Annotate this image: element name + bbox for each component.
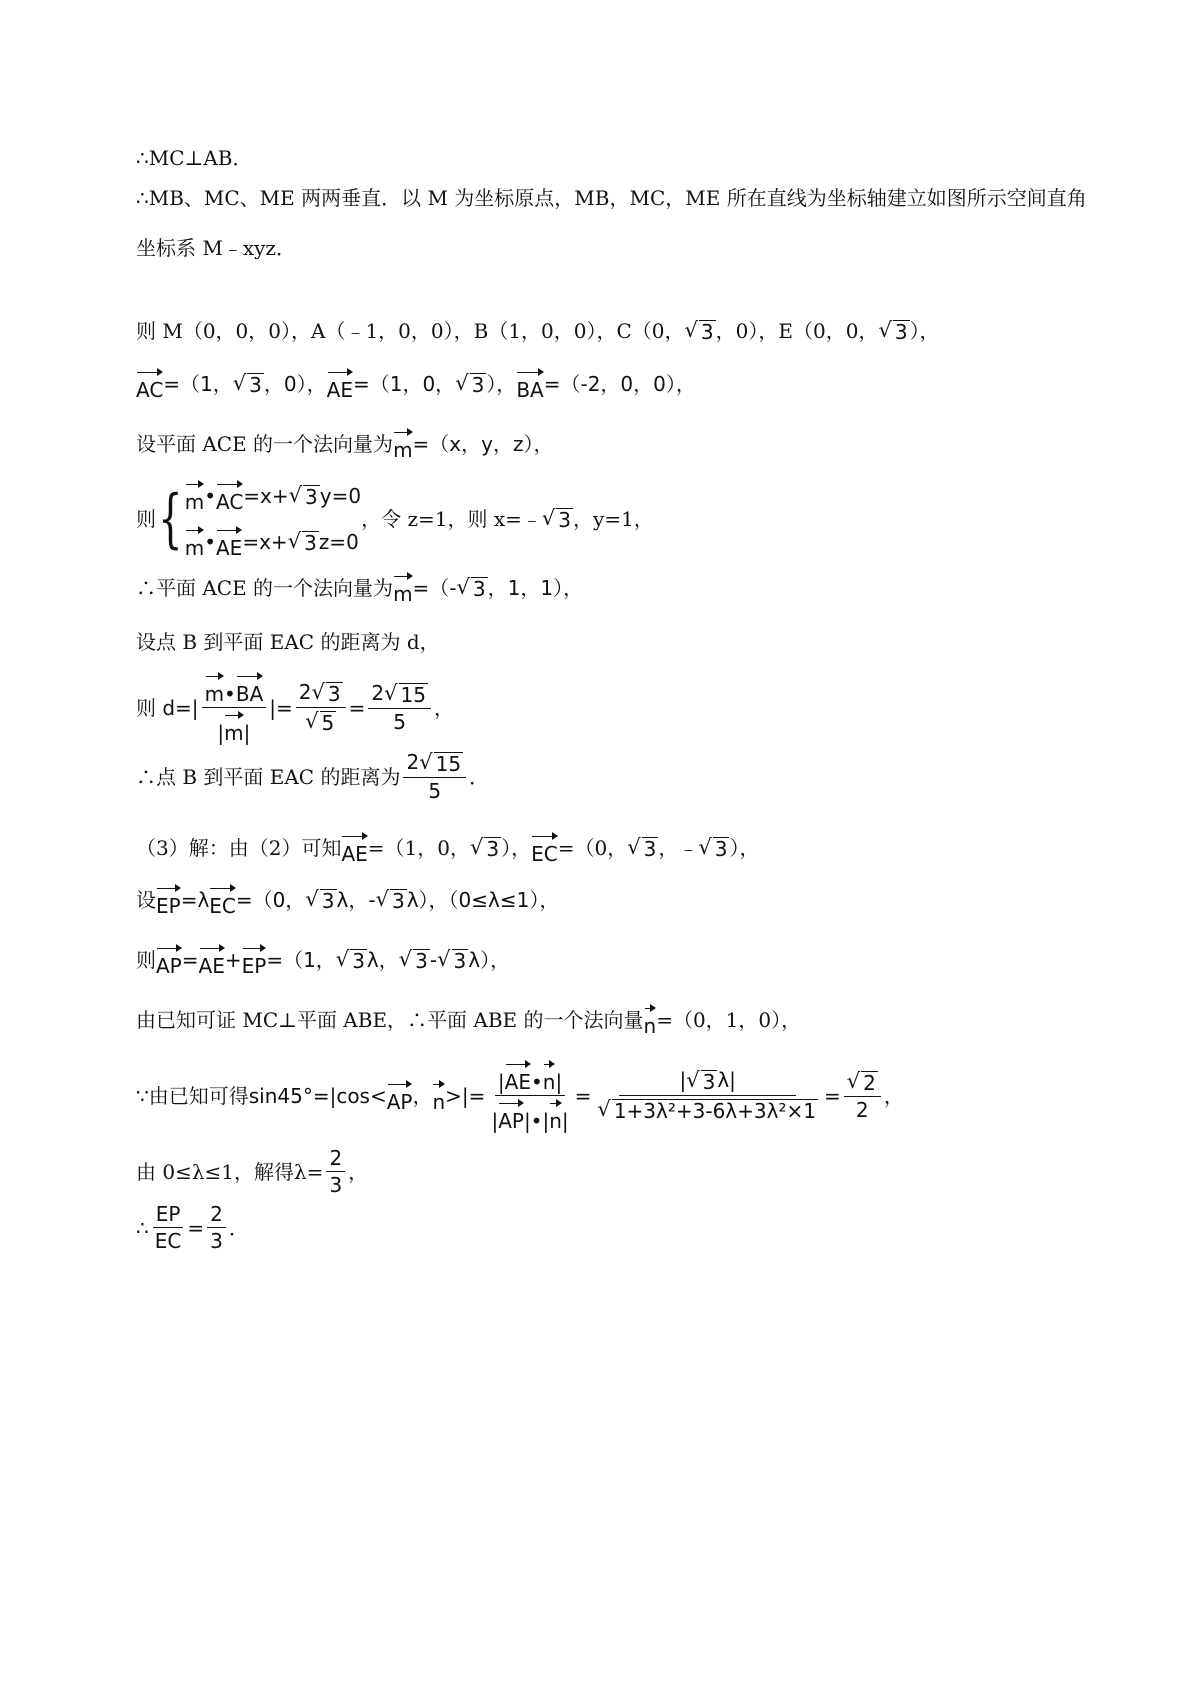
text: λ，- bbox=[336, 888, 376, 912]
line-solve-lambda bbox=[136, 1148, 368, 1195]
denominator: 5 bbox=[428, 779, 442, 803]
sqrt: √ 5 bbox=[305, 709, 335, 735]
radicand: 3 bbox=[702, 1070, 716, 1094]
vector-ae: AE bbox=[216, 526, 242, 558]
line-ep-lambda bbox=[136, 884, 559, 916]
sqrt: √ 3 bbox=[305, 887, 335, 913]
text: ）， bbox=[729, 836, 760, 860]
numerator: 2 bbox=[207, 1204, 226, 1228]
sqrt: √ 3 bbox=[335, 947, 365, 973]
numerator bbox=[296, 682, 346, 708]
vector-ap: AP bbox=[387, 1080, 413, 1112]
text: + bbox=[224, 948, 242, 972]
equation-row-1 bbox=[185, 480, 361, 512]
vector-n: n bbox=[432, 1080, 445, 1112]
text: ，y=1， bbox=[573, 507, 654, 531]
text: ． bbox=[228, 1215, 249, 1240]
sqrt: √ 3 bbox=[437, 947, 467, 973]
numerator bbox=[844, 1071, 881, 1097]
text: =x+ bbox=[242, 530, 288, 554]
radicand: 3 bbox=[391, 889, 405, 913]
denominator bbox=[302, 708, 339, 733]
fraction bbox=[326, 1148, 345, 1195]
sqrt: √ 3 bbox=[288, 483, 318, 509]
text: 设点 B 到平面 EAC 的距离为 d， bbox=[136, 630, 440, 654]
text: ，1，1）， bbox=[487, 576, 584, 600]
sqrt: √ 3 bbox=[375, 887, 405, 913]
fraction bbox=[368, 683, 431, 732]
radicand: 15 bbox=[400, 683, 426, 707]
sqrt: √ 3 bbox=[232, 371, 262, 397]
text: =（0，1，0）， bbox=[656, 1008, 802, 1032]
dot: • bbox=[224, 682, 236, 706]
vector-n: n bbox=[644, 1004, 657, 1036]
radicand: 5 bbox=[321, 711, 335, 735]
text: 则 bbox=[136, 948, 156, 972]
vector-ap: AP bbox=[156, 944, 182, 976]
radicand: 3 bbox=[352, 949, 365, 973]
text: =（1，0， bbox=[352, 372, 456, 396]
radicand: 15 bbox=[435, 752, 462, 776]
vector-m: m bbox=[185, 480, 204, 512]
text: | bbox=[561, 1109, 569, 1133]
line-vectors bbox=[136, 368, 696, 400]
fraction-dot-over-norm bbox=[202, 672, 267, 743]
text: y=0 bbox=[319, 484, 362, 508]
line-normal-vector-result bbox=[136, 572, 583, 604]
text: ， bbox=[433, 695, 454, 720]
numerator: 2 bbox=[326, 1148, 345, 1172]
sqrt: √ 2 bbox=[846, 1069, 876, 1095]
text: λ| bbox=[717, 1068, 736, 1092]
vector-ba: BA bbox=[516, 368, 543, 400]
line-final-ratio bbox=[136, 1204, 249, 1251]
dot: • bbox=[530, 1070, 543, 1094]
vector-m: m bbox=[393, 428, 412, 460]
numerator bbox=[495, 1060, 565, 1096]
radicand: 3 bbox=[305, 485, 318, 509]
radicand: 3 bbox=[472, 577, 486, 601]
text: λ， bbox=[366, 948, 399, 972]
sqrt: √ 3 bbox=[684, 318, 714, 344]
text: =（-2，0，0）， bbox=[543, 372, 696, 396]
text: 则 bbox=[136, 507, 156, 531]
fraction bbox=[594, 1070, 821, 1121]
text: | bbox=[217, 721, 225, 745]
text: ∴MB、MC、ME 两两垂直．以 M 为坐标原点，MB，MC，ME 所在直线为坐标轴建立如图所示空间直角 bbox=[136, 186, 1087, 210]
text: |= bbox=[269, 695, 293, 720]
text: ， bbox=[412, 1083, 433, 1108]
text: 则 M（0，0，0），A（﹣1，0，0），B（1，0，0），C（0， bbox=[136, 319, 685, 343]
sqrt: √ 3 bbox=[455, 371, 485, 397]
vector-n: n bbox=[549, 1099, 562, 1131]
equation-system bbox=[185, 480, 361, 558]
line-coordinate-system bbox=[136, 238, 296, 258]
denominator bbox=[214, 708, 253, 743]
text: =（0， bbox=[557, 836, 628, 860]
radicand: 3 bbox=[471, 373, 485, 397]
text: （3）解：由（2）可知 bbox=[136, 836, 342, 860]
text: 2 bbox=[371, 681, 385, 705]
vector-ac: AC bbox=[216, 480, 243, 512]
sqrt: √ 3 bbox=[878, 318, 908, 344]
line-distance-formula bbox=[136, 672, 454, 743]
radicand: 1+3λ²+3-6λ+3λ²×1 bbox=[613, 1099, 816, 1123]
text: ∵由已知可得sin45°=|cos< bbox=[136, 1083, 387, 1108]
text: 2 bbox=[406, 750, 420, 774]
line-ap-vector bbox=[136, 944, 510, 976]
text: ． bbox=[469, 764, 490, 789]
fraction bbox=[152, 1204, 185, 1251]
sqrt: √ 3 bbox=[311, 680, 341, 706]
line-distance-def bbox=[136, 632, 440, 652]
text: 设 bbox=[136, 888, 156, 912]
text: ，﹣ bbox=[658, 836, 699, 860]
radicand: 3 bbox=[700, 320, 714, 344]
text: 由已知可证 MC⊥平面 ABE，∴平面 ABE 的一个法向量 bbox=[136, 1008, 644, 1032]
text: 则 d=| bbox=[136, 695, 199, 720]
equation-row-2 bbox=[185, 526, 361, 558]
text: ）， bbox=[909, 319, 940, 343]
denominator: EC bbox=[154, 1229, 182, 1253]
dot: • bbox=[204, 530, 216, 554]
vector-ep: EP bbox=[242, 944, 267, 976]
vector-n: n bbox=[543, 1060, 556, 1092]
vector-ep: EP bbox=[156, 884, 181, 916]
numerator bbox=[619, 1070, 795, 1096]
radicand: 2 bbox=[863, 1071, 876, 1095]
text: =（x，y，z）， bbox=[412, 432, 554, 456]
sqrt: √ 3 bbox=[470, 835, 500, 861]
numerator bbox=[202, 672, 267, 708]
text: = bbox=[348, 695, 366, 720]
line-part3-vectors bbox=[136, 832, 759, 864]
text: λ）， bbox=[468, 948, 511, 972]
text: - bbox=[429, 948, 438, 972]
text: 2 bbox=[298, 680, 312, 704]
text: ∴MC⊥AB． bbox=[136, 146, 253, 170]
numerator bbox=[368, 683, 431, 709]
vector-ae: AE bbox=[199, 944, 225, 976]
denominator: 3 bbox=[210, 1229, 223, 1253]
radicand: 3 bbox=[327, 682, 341, 706]
denominator: 3 bbox=[329, 1173, 343, 1197]
radicand: 3 bbox=[558, 508, 572, 532]
sqrt: √ 3 bbox=[698, 835, 728, 861]
vector-ae: AE bbox=[341, 832, 367, 864]
text: | bbox=[555, 1070, 563, 1094]
denominator bbox=[594, 1096, 821, 1121]
radicand: 3 bbox=[304, 531, 317, 555]
vector-m: m bbox=[393, 572, 412, 604]
denominator: 2 bbox=[855, 1098, 869, 1122]
text: | bbox=[679, 1068, 687, 1092]
line-equation-system bbox=[136, 480, 654, 558]
text: ， bbox=[883, 1083, 904, 1108]
radicand: 3 bbox=[415, 949, 428, 973]
text: =（1， bbox=[266, 948, 336, 972]
text: 坐标系 M﹣xyz． bbox=[136, 236, 296, 260]
numerator: EP bbox=[153, 1204, 184, 1228]
vector-ec: EC bbox=[531, 832, 558, 864]
fraction-cos bbox=[488, 1060, 571, 1131]
left-brace: { bbox=[158, 482, 183, 556]
text: =（- bbox=[412, 576, 457, 600]
denominator: 5 bbox=[393, 710, 407, 734]
sqrt: √ 3 bbox=[456, 575, 486, 601]
line-point-coordinates bbox=[136, 320, 940, 342]
text: 设平面 ACE 的一个法向量为 bbox=[136, 432, 394, 456]
sqrt: √ 3 bbox=[287, 529, 317, 555]
text: ）， bbox=[486, 372, 517, 396]
text: = bbox=[181, 948, 199, 972]
text: =（1， bbox=[163, 372, 233, 396]
text: ∴点 B 到平面 EAC 的距离为 bbox=[136, 764, 401, 789]
text: ， bbox=[348, 1159, 369, 1184]
fraction bbox=[844, 1071, 881, 1120]
sqrt: √ 1+3λ²+3-6λ+3λ²×1 bbox=[597, 1097, 816, 1123]
text: =x+ bbox=[243, 484, 289, 508]
text: =（1，0， bbox=[367, 836, 470, 860]
text: = bbox=[187, 1215, 205, 1240]
sqrt: √ 15 bbox=[384, 681, 426, 707]
line-pairwise-perpendicular bbox=[136, 188, 1087, 208]
text: |•| bbox=[523, 1109, 550, 1133]
text: ∴平面 ACE 的一个法向量为 bbox=[136, 576, 394, 600]
text: | bbox=[491, 1109, 499, 1133]
radicand: 3 bbox=[486, 837, 500, 861]
sqrt: √ 3 bbox=[398, 947, 428, 973]
text: λ），（0≤λ≤1）， bbox=[406, 888, 560, 912]
fraction bbox=[403, 752, 466, 801]
line-distance-result bbox=[136, 752, 489, 801]
sqrt: √ 3 bbox=[541, 506, 572, 532]
line-mc-perp-ab bbox=[136, 148, 252, 168]
text: =λ bbox=[180, 888, 210, 912]
radicand: 3 bbox=[643, 837, 657, 861]
denominator bbox=[488, 1096, 571, 1131]
line-sin45-equation bbox=[136, 1060, 904, 1131]
text: ，0），E（0，0， bbox=[715, 319, 879, 343]
vector-m: m bbox=[185, 526, 204, 558]
radicand: 3 bbox=[714, 837, 728, 861]
vector-ac: AC bbox=[136, 368, 163, 400]
text: 由 0≤λ≤1，解得λ= bbox=[136, 1159, 324, 1184]
text: ∴ bbox=[136, 1215, 149, 1240]
radicand: 3 bbox=[453, 949, 467, 973]
text: | bbox=[497, 1070, 505, 1094]
text: >|= bbox=[445, 1083, 486, 1108]
vector-ae: AE bbox=[327, 368, 353, 400]
line-normal-vector-def bbox=[136, 428, 553, 460]
text: | bbox=[243, 721, 251, 745]
radicand: 3 bbox=[321, 889, 335, 913]
vector-ba: BA bbox=[236, 672, 263, 704]
fraction bbox=[296, 682, 346, 733]
numerator bbox=[403, 752, 466, 778]
text: ，0）， bbox=[263, 372, 327, 396]
text: =（0， bbox=[235, 888, 306, 912]
vector-ae: AE bbox=[505, 1060, 531, 1092]
sqrt: √ 3 bbox=[627, 835, 657, 861]
text: = bbox=[574, 1083, 592, 1108]
text: ）， bbox=[501, 836, 532, 860]
fraction bbox=[207, 1204, 226, 1251]
vector-ec: EC bbox=[209, 884, 236, 916]
radicand: 3 bbox=[249, 373, 262, 397]
sqrt: √ 3 bbox=[686, 1068, 716, 1094]
vector-m: m bbox=[224, 711, 243, 743]
vector-m: m bbox=[205, 672, 224, 704]
dot: • bbox=[204, 484, 216, 508]
radicand: 3 bbox=[894, 320, 908, 344]
text: z=0 bbox=[318, 530, 359, 554]
vector-ap: AP bbox=[498, 1099, 524, 1131]
text: = bbox=[823, 1083, 841, 1108]
sqrt: √ 15 bbox=[419, 750, 462, 776]
line-plane-abe-normal bbox=[136, 1004, 801, 1036]
text: ，令 z=1，则 x=﹣ bbox=[361, 507, 542, 531]
